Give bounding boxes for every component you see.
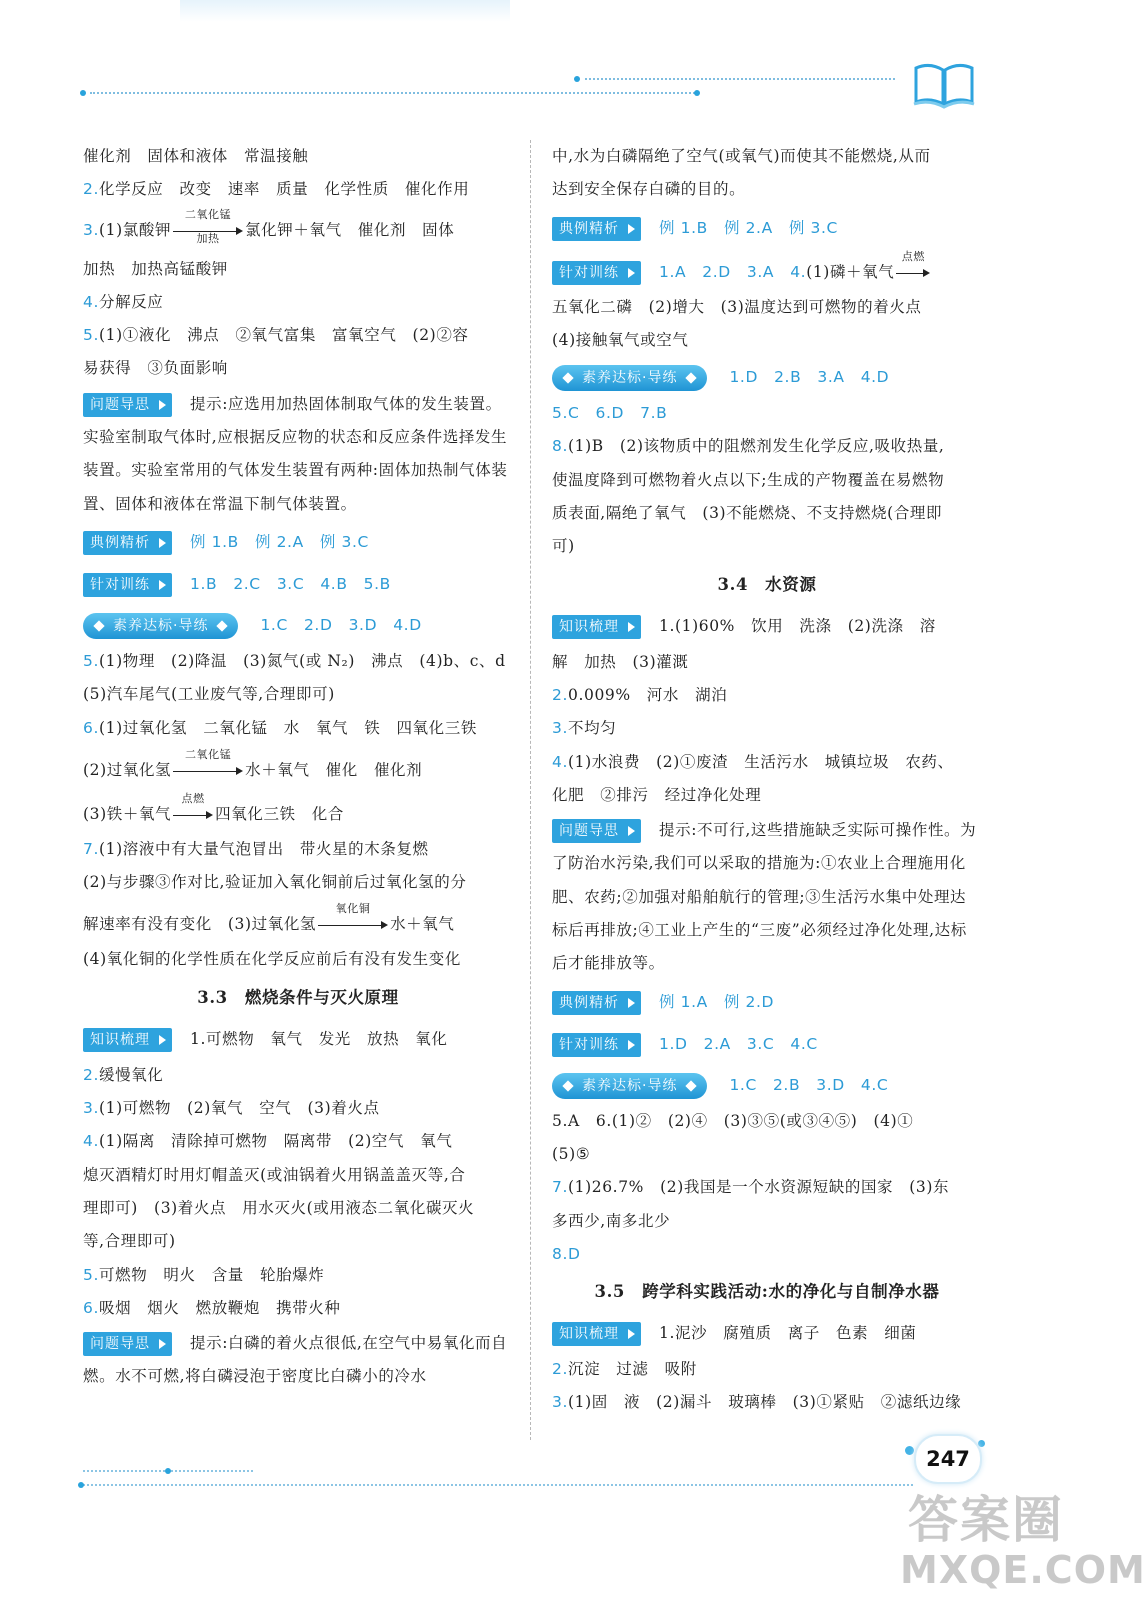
watermark-text: 答案圈 bbox=[908, 1491, 1064, 1549]
answer-line: 理即可) (3)着火点 用水灭火(或用液态二氧化碳灭火 bbox=[83, 1198, 475, 1217]
answer-line: 7.(1)溶液中有大量气泡冒出 带火星的木条复燃 bbox=[83, 839, 429, 858]
answer-line: 4.分解反应 bbox=[83, 292, 164, 311]
answer-line: 等,合理即可) bbox=[83, 1232, 176, 1251]
answer-line: 4.(1)隔离 清除掉可燃物 隔离带 (2)空气 氧气 bbox=[83, 1132, 453, 1151]
suyang-line: 素养达标·导练 1.C 2.B 3.D 4.C bbox=[552, 1065, 982, 1105]
header-dot bbox=[694, 90, 700, 96]
answer-line: (5)⑤ bbox=[552, 1144, 591, 1163]
answer-line: 化肥 ②排污 经过净化处理 bbox=[552, 785, 762, 804]
watermark bbox=[898, 1480, 1146, 1598]
answer-line: 8.(1)B (2)该物质中的阻燃剂发生化学反应,吸收热量, bbox=[552, 437, 945, 456]
reaction-arrow: 氧化铜 bbox=[318, 915, 388, 935]
tag-dianli-jingxi: 典例精析 bbox=[552, 217, 641, 241]
section-title-3-5: 3.5 跨学科实践活动:水的净化与自制净水器 bbox=[594, 1282, 940, 1302]
answer-line: (5)汽车尾气(工业废气等,合理即可) bbox=[83, 685, 335, 704]
answer-line: (4)氧化铜的化学性质在化学反应前后有没有发生变化 bbox=[83, 950, 461, 969]
suyang-line: 素养达标·导练 1.D 2.B 3.A 4.D bbox=[552, 357, 982, 397]
header-dot bbox=[80, 90, 86, 96]
equation-line: (2)过氧化氢 二氧化锰 水＋氧气 催化 催化剂 bbox=[83, 747, 423, 779]
hint-block: 问题导思 提示:不可行,这些措施缺乏实际可操作性。为了防治水污染,我们可以采取的措施为:①农业上合理施用化肥、农药;②加强对船舶航行的管理;③生活污水集中处理达标后再排放;④工业上产生的“三废”必须经过净化处理,达标后才能排放等。 bbox=[552, 821, 977, 973]
page-bubble bbox=[905, 1446, 914, 1455]
left-column bbox=[83, 140, 513, 1394]
hint-block: 问题导思 提示:白磷的着火点很低,在空气中易氧化而自燃。水不可燃,将白磷浸泡于密度比白磷小的冷水 bbox=[83, 1334, 508, 1386]
section-title-3-4: 3.4 水资源 bbox=[717, 574, 817, 594]
answer-line: (4)接触氧气或空气 bbox=[552, 330, 689, 349]
tag-zhendui-xunlian: 针对训练 bbox=[552, 261, 641, 285]
tag-zhishi-shuli: 知识梳理 bbox=[552, 615, 641, 639]
reaction-arrow: 点燃 bbox=[896, 263, 930, 283]
equation-line: 解速率有没有变化 (3)过氧化氢 氧化铜 水＋氧气 bbox=[83, 902, 455, 934]
answer-line: 5.(1)①液化 沸点 ②氧气富集 富氧空气 (2)②容 bbox=[83, 326, 469, 345]
answer-line: 7.(1)26.7% (2)我国是一个水资源短缺的国家 (3)东 bbox=[552, 1178, 950, 1197]
header-glow bbox=[180, 0, 510, 22]
answer-line: 4.(1)水浪费 (2)①废渣 生活污水 城镇垃圾 农药、 bbox=[552, 752, 954, 771]
footer-dot bbox=[78, 1482, 84, 1488]
answer-line: 2.化学反应 改变 速率 质量 化学性质 催化作用 bbox=[83, 180, 470, 199]
footer-dot bbox=[165, 1468, 171, 1474]
answer-line: 多西少,南多北少 bbox=[552, 1211, 671, 1230]
reaction-arrow: 二氧化锰 bbox=[173, 761, 243, 781]
pill-suyang-dabiao: 素养达标·导练 bbox=[552, 1073, 707, 1099]
answer-line: 2.缓慢氧化 bbox=[83, 1065, 164, 1084]
book-icon bbox=[912, 60, 976, 110]
answer-line: 加热 加热高锰酸钾 bbox=[83, 259, 228, 278]
equation-line: (3)铁＋氧气 点燃 四氧化三铁 化合 bbox=[83, 791, 344, 823]
answer-line: 催化剂 固体和液体 常温接触 bbox=[83, 147, 309, 165]
answer-line: 2.0.009% 河水 湖泊 bbox=[552, 685, 728, 704]
page-number: 247 bbox=[914, 1434, 982, 1484]
answer-line: 5.可燃物 明火 含量 轮胎爆炸 bbox=[83, 1265, 325, 1284]
footer-dotted-line bbox=[83, 1484, 913, 1486]
tag-zhishi-shuli: 知识梳理 bbox=[83, 1028, 172, 1052]
knowledge-line: 知识梳理 1.(1)60% 饮用 洗涤 (2)洗涤 溶 bbox=[552, 606, 982, 646]
example-line: 典例精析 例 1.B 例 2.A 例 3.C bbox=[83, 521, 513, 563]
reaction-arrow: 二氧化锰 加热 bbox=[173, 221, 243, 241]
practice-line: 针对训练 1.A 2.D 3.A 4.(1)磷＋氧气 点燃 bbox=[552, 249, 982, 291]
answer-line: 质表面,隔绝了氧气 (3)不能燃烧、不支持燃烧(合理即 bbox=[552, 504, 943, 523]
answer-line: 五氧化二磷 (2)增大 (3)温度达到可燃物的着火点 bbox=[552, 297, 922, 316]
example-line: 典例精析 例 1.B 例 2.A 例 3.C bbox=[552, 207, 982, 249]
answer-line: 5.C 6.D 7.B bbox=[552, 404, 668, 423]
tag-wenti-daosi: 问题导思 bbox=[552, 819, 641, 843]
answer-line: 中,水为白磷隔绝了空气(或氧气)而使其不能燃烧,从而 bbox=[552, 147, 931, 165]
tag-dianli-jingxi: 典例精析 bbox=[83, 531, 172, 555]
suyang-line: 素养达标·导练 1.C 2.D 3.D 4.D bbox=[83, 605, 513, 645]
hint-block: 问题导思 提示:应选用加热固体制取气体的发生装置。实验室制取气体时,应根据反应物的状态和反应条件选择发生装置。实验室常用的气体发生装置有两种:固体加热制气体装置、固体和液体在常温下制气体装置。 bbox=[83, 394, 508, 513]
answer-line: 可) bbox=[552, 537, 575, 556]
column-divider bbox=[530, 140, 531, 1440]
answer-line: 解 加热 (3)灌溉 bbox=[552, 652, 689, 671]
example-line: 典例精析 例 1.A 例 2.D bbox=[552, 981, 982, 1023]
header-dotted-line bbox=[90, 92, 695, 94]
answer-line: (2)与步骤③作对比,验证加入氧化铜前后过氧化氢的分 bbox=[83, 873, 467, 892]
tag-zhishi-shuli: 知识梳理 bbox=[552, 1322, 641, 1346]
watermark-url: MXQE.COM bbox=[900, 1548, 1146, 1592]
header-dot bbox=[574, 76, 580, 82]
pill-suyang-dabiao: 素养达标·导练 bbox=[83, 613, 238, 639]
reaction-arrow: 点燃 bbox=[173, 805, 213, 825]
section-title-3-3: 3.3 燃烧条件与灭火原理 bbox=[197, 987, 399, 1007]
right-column bbox=[552, 140, 982, 1420]
answer-line: 达到安全保存白磷的目的。 bbox=[552, 180, 746, 199]
answer-line: 5.(1)物理 (2)降温 (3)氮气(或 N₂) 沸点 (4)b、c、d bbox=[83, 651, 506, 670]
pill-suyang-dabiao: 素养达标·导练 bbox=[552, 365, 707, 391]
knowledge-line: 知识梳理 1.泥沙 腐殖质 离子 色素 细菌 bbox=[552, 1313, 982, 1353]
answer-line: 3.不均匀 bbox=[552, 719, 617, 738]
answer-line: 易获得 ③负面影响 bbox=[83, 359, 228, 378]
answer-line: 使温度降到可燃物着火点以下;生成的产物覆盖在易燃物 bbox=[552, 470, 945, 489]
tag-wenti-daosi: 问题导思 bbox=[83, 393, 172, 417]
equation-line: 3.(1)氯酸钾 二氧化锰 加热 氯化钾＋氧气 催化剂 固体 bbox=[83, 207, 455, 245]
practice-line: 针对训练 1.D 2.A 3.C 4.C bbox=[552, 1023, 982, 1065]
answer-line: 熄灭酒精灯时用灯帽盖灭(或油锅着火用锅盖盖灭等,合 bbox=[83, 1165, 466, 1184]
answer-line: 3.(1)可燃物 (2)氧气 空气 (3)着火点 bbox=[83, 1099, 380, 1118]
answer-line: 6.(1)过氧化氢 二氧化锰 水 氧气 铁 四氧化三铁 bbox=[83, 718, 477, 737]
knowledge-line: 知识梳理 1.可燃物 氧气 发光 放热 氧化 bbox=[83, 1019, 513, 1059]
tag-zhendui-xunlian: 针对训练 bbox=[83, 573, 172, 597]
tag-dianli-jingxi: 典例精析 bbox=[552, 991, 641, 1015]
answer-line: 2.沉淀 过滤 吸附 bbox=[552, 1360, 697, 1379]
practice-line: 针对训练 1.B 2.C 3.C 4.B 5.B bbox=[83, 563, 513, 605]
tag-zhendui-xunlian: 针对训练 bbox=[552, 1033, 641, 1057]
answer-line: 8.D bbox=[552, 1244, 581, 1263]
tag-wenti-daosi: 问题导思 bbox=[83, 1332, 172, 1356]
answer-line: 6.吸烟 烟火 燃放鞭炮 携带火种 bbox=[83, 1298, 341, 1317]
answer-line: 5.A 6.(1)② (2)④ (3)③⑤(或③④⑤) (4)① bbox=[552, 1111, 914, 1130]
header-dotted-line bbox=[585, 78, 895, 80]
answer-line: 3.(1)固 液 (2)漏斗 玻璃棒 (3)①紧贴 ②滤纸边缘 bbox=[552, 1393, 962, 1412]
